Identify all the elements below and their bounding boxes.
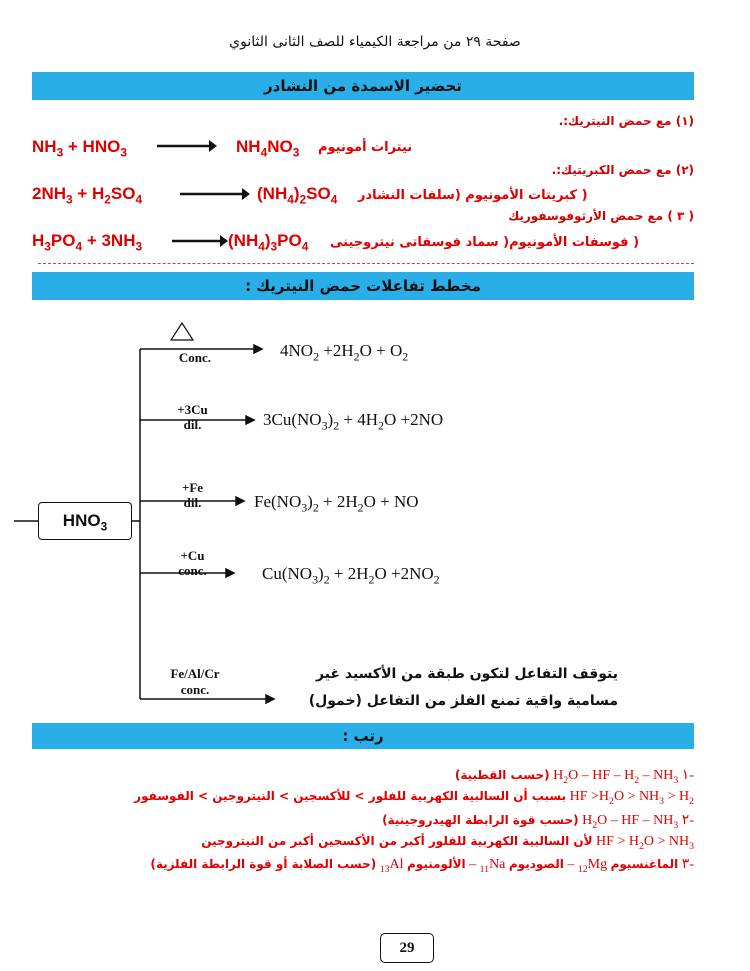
section1-title-bar [32,72,694,100]
branch5-product: يتوقف التفاعل لتكون طبقة من الأكسيد غير مسامية واقية تمنع الفلز من التفاعل (خمول) [308,666,618,709]
branch3-condition: +Fe dil. [181,480,204,510]
branch5-condition: Fe/Al/Cr conc. [170,666,220,697]
hno3-box: $HNO_3$ [38,502,132,540]
branch4-product: $Cu(NO_3)_2 + 2H_2O +2NO_2$ [262,564,440,587]
dashed-divider [38,263,694,264]
item3-product: $(NH_4)_3PO_4$ [228,231,309,254]
item1-product: $NH_4NO_3$ [236,137,300,160]
branch3-product: $Fe(NO_3)_2 + 2H_2O$ + NO [254,492,419,515]
branch4-condition: +Cu conc. [178,548,207,578]
section2-title-bar [32,272,694,300]
page-number-box [380,933,434,963]
page-header [0,34,750,50]
item3-name: ( فوسفات الأمونيوم( سماد فوسفاتى نيتروجينى [330,235,640,250]
section2-title: مخطط تفاعلات حمض النيتريك : [245,277,481,295]
item1-reactants: $NH_3 + HNO_3$ [32,137,127,160]
rank-row-1: ١- $H_2O$ – HF – $H_2 - NH_3$ (حسب القطبية) [454,768,694,786]
page-number: 29 [399,940,415,956]
item2-name: ( كبريتات الأمونيوم (سلفات النشادر [358,188,588,203]
item3-arrow [172,234,228,248]
item2-label: (٢) مع حمض الكبريتيك:. [551,163,694,177]
item1-name: نيترات أمونيوم [318,140,413,155]
header-title: صفحة ٢٩ من مراجعة الكيمياء للصف الثانى الثانوي [229,34,521,50]
rank-row-1-answer: HF $>H_2O > NH_3 > H_2$ بسبب أن السالبية الكهربية للفلور > للأكسجين > النيتروجين > الفوسفور [134,789,694,807]
item3-reactants: $H_3PO_4 + 3NH_3$ [32,231,143,254]
item2-product: $(NH_4)_2SO_4$ [257,184,338,207]
branch2-product: $3Cu(NO_3)_2 + 4H_2O +2NO$ [263,410,444,433]
item1-label: (١) مع حمض النيتريك:. [558,114,694,128]
branch2-condition: +3Cu dil. [177,402,208,432]
item3-label: ( ٣ ) مع حمض الأرثوفوسفوريك [508,209,694,223]
item2-reactants: $2NH_3 + H_2SO_4$ [32,184,143,207]
section1-title: تحضير الاسمدة من النشادر [264,77,462,95]
branch1-condition: Conc. [178,350,212,365]
section3-title: رتب : [342,727,384,745]
heat-triangle-icon [171,323,193,340]
rank-row-2-answer: HF > $H_2O > NH_3$ لأن السالبية الكهربية للفلور أكبر من الأكسجين أكبر من النيتروجين [201,834,694,852]
rank-row-3: ٣- الماغنسيوم $_{12}$Mg – الصوديوم $_{11}$Na – الألومنيوم $_{13}$Al (حسب الصلابة أو قوة الرابطة الفلزية) [150,857,694,875]
item1-arrow [157,139,217,153]
section3-title-bar [32,723,694,749]
item2-arrow [180,187,250,201]
rank-row-2: ٢- $H_2O$ – HF – $NH_3$ (حسب قوة الرابطة الهيدروجينية) [382,813,694,831]
branch1-product: $4NO_2 +2H_2O + O_2$ [280,341,409,364]
